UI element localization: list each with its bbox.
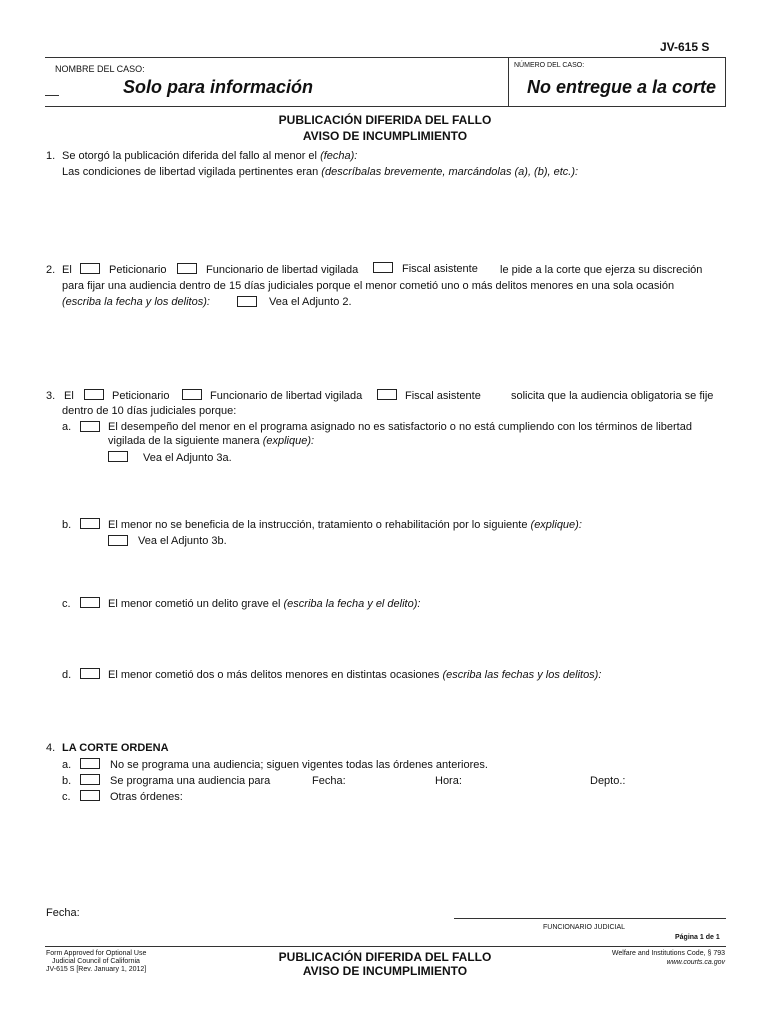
footer-rule: [45, 946, 726, 947]
footer-title-line1: PUBLICACIÓN DIFERIDA DEL FALLO: [278, 950, 492, 964]
signature-line[interactable]: [454, 918, 726, 919]
item4-b-checkbox[interactable]: [80, 774, 100, 785]
item4-b-text: Se programa una audiencia para: [110, 775, 271, 787]
case-name-value[interactable]: Solo para información: [123, 77, 314, 97]
item2-prosecutor-label: Fiscal asistente: [402, 263, 478, 275]
item3-petitioner-checkbox[interactable]: [84, 389, 104, 400]
item4-c-label: c.: [62, 791, 71, 803]
item2-attachment-checkbox[interactable]: [237, 296, 257, 307]
form-id: JV-615 S: [660, 40, 710, 54]
item4-b-date-label: Fecha:: [312, 775, 346, 787]
item3-a-checkbox[interactable]: [80, 421, 100, 432]
item2-attachment-label: Vea el Adjunto 2.: [269, 296, 352, 308]
item4-a-checkbox[interactable]: [80, 758, 100, 769]
item3-c-checkbox[interactable]: [80, 597, 100, 608]
item3-el: El: [64, 390, 74, 402]
item2-probation-officer-label: Funcionario de libertad vigilada: [206, 264, 359, 276]
item2-petitioner-checkbox[interactable]: [80, 263, 100, 274]
case-number-label: NÚMERO DEL CASO:: [514, 62, 585, 69]
item2-probation-officer-checkbox[interactable]: [177, 263, 197, 274]
item3-a-attachment-label: Vea el Adjunto 3a.: [143, 452, 232, 464]
item4-c-text: Otras órdenes:: [110, 791, 183, 803]
item4-b-label: b.: [62, 775, 72, 787]
item3-petitioner-label: Peticionario: [112, 390, 170, 402]
item4-number: 4.: [46, 742, 56, 754]
item3-probation-officer-checkbox[interactable]: [182, 389, 202, 400]
item4-a-text: No se programa una audiencia; siguen vigentes todas las órdenes anteriores.: [110, 759, 488, 771]
item3-a-text: El desempeño del menor en el programa asignado no es satisfactorio o no está cumpliendo con los términos de libertad: [108, 421, 692, 433]
item1-line1-italic: (fecha):: [320, 150, 358, 162]
header-bottom-border: [45, 106, 726, 107]
item2-el: El: [62, 264, 72, 276]
item3-a-attachment-checkbox[interactable]: [108, 451, 128, 462]
item1-line2: [62, 166, 578, 178]
footer-website[interactable]: www.courts.ca.gov: [666, 959, 725, 966]
item3-a-text2-italic: (explique):: [262, 435, 315, 447]
footer-left-line1: Form Approved for Optional Use: [46, 950, 147, 957]
item3-tail: solicita que la audiencia obligatoria se fije: [511, 390, 714, 402]
footer-left-line3: JV-615 S [Rev. January 1, 2012]: [46, 966, 147, 973]
item3-probation-officer-label: Funcionario de libertad vigilada: [210, 390, 363, 402]
footer-title-line2: AVISO DE INCUMPLIMIENTO: [302, 964, 468, 978]
item4-a-label: a.: [62, 759, 72, 771]
item3-c-text-plain: El menor cometió un delito grave el: [108, 598, 281, 610]
item3-b-attachment-checkbox[interactable]: [108, 535, 128, 546]
item3-number: 3.: [46, 390, 56, 402]
item1-number: 1.: [46, 150, 56, 162]
item3-b-text-italic: (explique):: [530, 519, 582, 531]
item1-line1: [62, 150, 357, 162]
item3-d-text-italic: (escriba las fechas y los delitos):: [442, 669, 602, 681]
item3-c-text: [108, 598, 420, 610]
item2-petitioner-label: Peticionario: [109, 264, 167, 276]
case-number-value[interactable]: No entregue a la corte: [527, 77, 717, 97]
item3-c-text-italic: (escriba la fecha y el delito):: [283, 598, 421, 610]
item2-number: 2.: [46, 264, 56, 276]
item3-d-checkbox[interactable]: [80, 668, 100, 679]
item2-line3: (escriba la fecha y los delitos):: [62, 296, 210, 308]
footer-left-line2: Judicial Council of California: [52, 958, 140, 965]
item3-b-attachment-label: Vea el Adjunto 3b.: [138, 535, 227, 547]
item3-prosecutor-checkbox[interactable]: [377, 389, 397, 400]
header-divider: [508, 57, 509, 107]
item3-prosecutor-label: Fiscal asistente: [405, 390, 481, 402]
item4-b-time-label: Hora:: [435, 775, 462, 787]
case-name-label: NOMBRE DEL CASO:: [55, 64, 145, 74]
item4-c-checkbox[interactable]: [80, 790, 100, 801]
item2-prosecutor-checkbox[interactable]: [373, 262, 393, 273]
item3-b-text: [108, 519, 582, 531]
item2-line2: para fijar una audiencia dentro de 15 días judiciales porque el menor cometió uno o más delitos menores en una sola ocasión: [62, 280, 675, 292]
footer-code: Welfare and Institutions Code, § 793: [611, 950, 725, 957]
item3-b-text-plain: El menor no se beneficia de la instrucción, tratamiento o rehabilitación por lo siguiente: [108, 519, 528, 531]
judicial-officer-label: FUNCIONARIO JUDICIAL: [543, 924, 626, 931]
item1-line2-text: Las condiciones de libertad vigilada pertinentes eran: [62, 166, 319, 178]
item3-a-label: a.: [62, 421, 72, 433]
item3-a-text2: [108, 435, 314, 447]
item1-line2-italic: (descríbalas brevemente, marcándolas (a), (b), etc.):: [321, 166, 579, 178]
header-right-border: [725, 57, 726, 107]
page-number: Página 1 de 1: [675, 934, 720, 941]
item3-line2: dentro de 10 días judiciales porque:: [62, 405, 237, 417]
item3-d-text-plain: El menor cometió dos o más delitos menores en distintas ocasiones: [108, 669, 440, 681]
form-title-line2: AVISO DE INCUMPLIMIENTO: [302, 129, 468, 143]
form-title-line1: PUBLICACIÓN DIFERIDA DEL FALLO: [278, 113, 492, 127]
item3-b-checkbox[interactable]: [80, 518, 100, 529]
item4-heading: LA CORTE ORDENA: [62, 742, 169, 754]
item2-tail: le pide a la corte que ejerza su discreción: [500, 264, 703, 276]
header-top-border: [45, 57, 726, 58]
signature-date-label: Fecha:: [46, 907, 80, 919]
item1-line1-text: Se otorgó la publicación diferida del fallo al menor el: [62, 150, 317, 162]
item3-a-text2-plain: vigilada de la siguiente manera: [108, 435, 260, 447]
item3-d-text: [108, 669, 601, 681]
case-name-tick: [45, 95, 59, 96]
item4-b-dept-label: Depto.:: [590, 775, 626, 787]
item3-d-label: d.: [62, 669, 72, 681]
item3-b-label: b.: [62, 519, 72, 531]
item3-c-label: c.: [62, 598, 71, 610]
